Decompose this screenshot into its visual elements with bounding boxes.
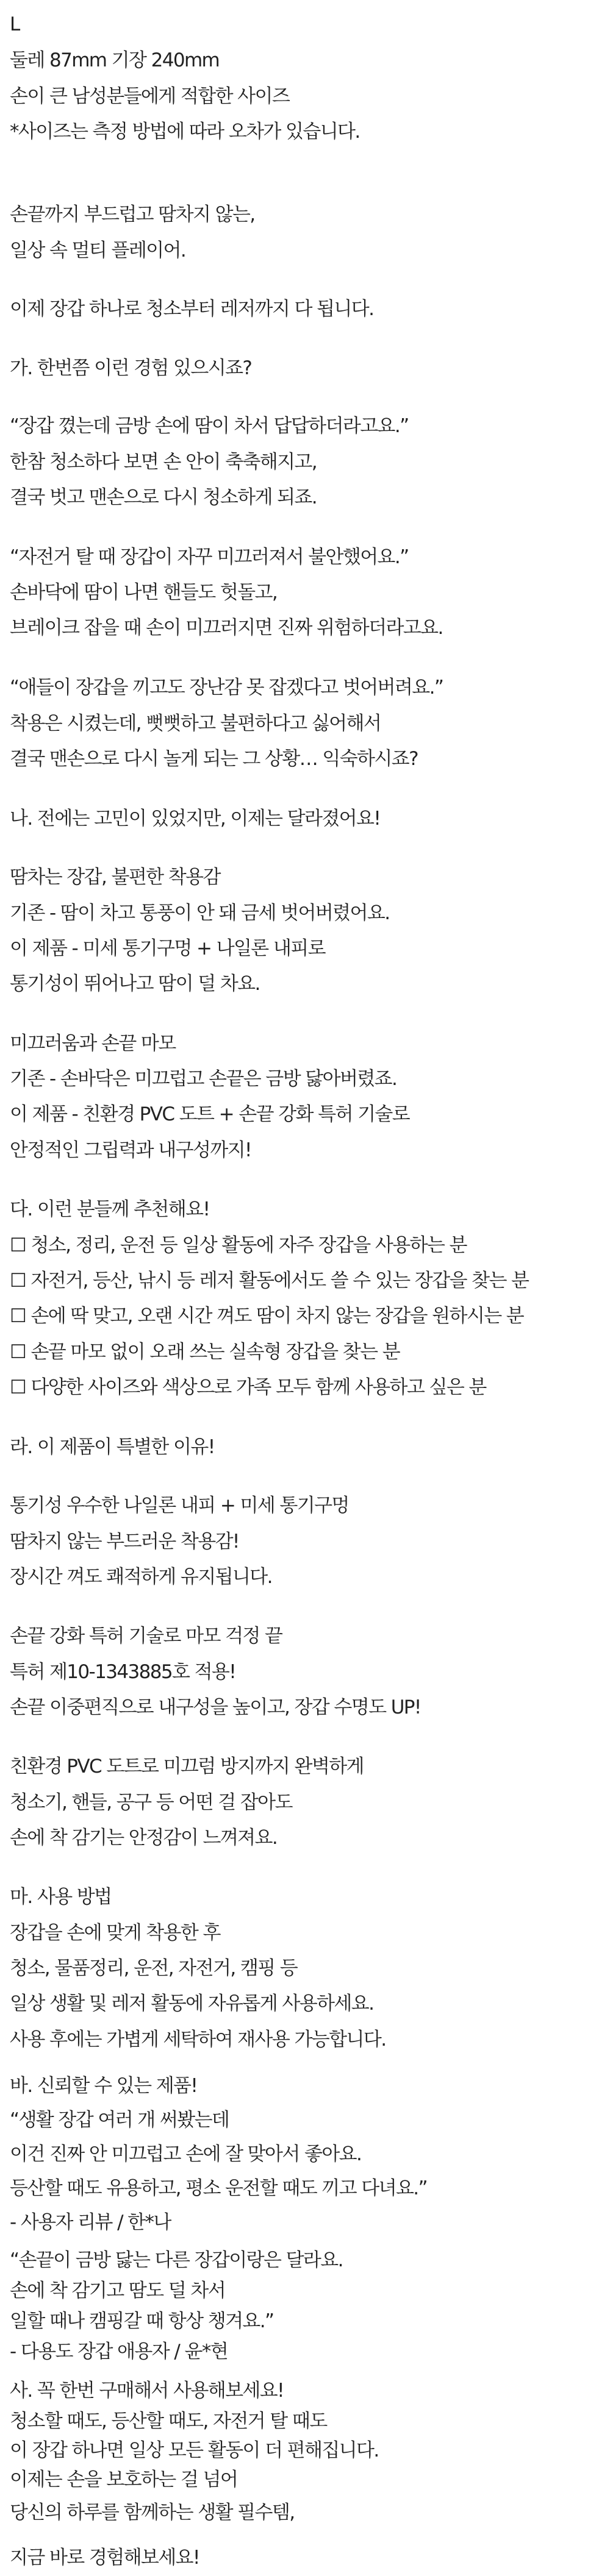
call-to-action: 지금 바로 경험해보세요!: [10, 2547, 199, 2569]
size-note: *사이즈는 측정 방법에 따라 오차가 있습니다.: [10, 121, 360, 143]
review-quote-line: 등산할 때도 유용하고, 평소 운전할 때도 끼고 다녀요.”: [10, 2177, 428, 2199]
closing-text-line: 당신의 하루를 함께하는 생활 필수템,: [10, 2502, 295, 2524]
review-author: - 다용도 장갑 애용자 / 윤*현: [10, 2341, 228, 2363]
experience-text-line: 결국 맨손으로 다시 놀게 되는 그 상황… 익숙하시죠?: [10, 748, 418, 770]
review-author: - 사용자 리뷰 / 한*나: [10, 2211, 171, 2233]
recommend-list-item: ☐ 청소, 정리, 운전 등 일상 활동에 자주 장갑을 사용하는 분: [10, 1234, 467, 1256]
review-quote-line: 일할 때나 캠핑갈 때 항상 챙겨요.”: [10, 2310, 274, 2332]
problem-after-detail: 통기성이 뛰어나고 땀이 덜 차요.: [10, 973, 260, 995]
experience-quote-1: “장갑 꼈는데 금방 손에 땀이 차서 답답하더라고요.”: [10, 415, 409, 437]
recommend-list-item: ☐ 손끝 마모 없이 오래 쓰는 실속형 장갑을 찾는 분: [10, 1341, 400, 1363]
feature-patent-number: 특허 제10-1343885호 적용!: [10, 1661, 236, 1683]
experience-text-line: 착용은 시켰는데, 뻣뻣하고 불편하다고 싫어해서: [10, 713, 381, 735]
usage-text-line: 일상 생활 및 레저 활동에 자유롭게 사용하세요.: [10, 1993, 374, 2015]
closing-text-line: 청소할 때도, 등산할 때도, 자전거 탈 때도: [10, 2410, 327, 2432]
problem-after: 이 제품 - 미세 통기구멍 + 나일론 내피로: [10, 938, 325, 959]
review-quote-line: “생활 장갑 여러 개 써봤는데: [10, 2109, 229, 2131]
feature-fingertip-title: 손끝 강화 특허 기술로 마모 걱정 끝: [10, 1625, 282, 1647]
section-ba-heading: 바. 신뢰할 수 있는 제품!: [10, 2075, 198, 2097]
size-dimensions: 둘레 87mm 기장 240mm: [10, 49, 220, 71]
review-quote-line: 이건 진짜 안 미끄럽고 손에 잘 맞아서 좋아요.: [10, 2143, 362, 2165]
size-recommendation: 손이 큰 남성분들에게 적합한 사이즈: [10, 85, 290, 107]
intro-headline-line-2: 일상 속 멀티 플레이어.: [10, 240, 186, 262]
feature-text-line: 땀차지 않는 부드러운 착용감!: [10, 1531, 239, 1553]
recommend-list-item: ☐ 다양한 사이즈와 색상으로 가족 모두 함께 사용하고 싶은 분: [10, 1376, 486, 1398]
problem-title-grip: 미끄러움과 손끝 마모: [10, 1033, 176, 1055]
feature-text-line: 장시간 껴도 쾌적하게 유지됩니다.: [10, 1566, 272, 1588]
section-ra-heading: 라. 이 제품이 특별한 이유!: [10, 1436, 215, 1458]
experience-quote-2: “자전거 탈 때 장갑이 자꾸 미끄러져서 불안했어요.”: [10, 546, 409, 568]
experience-text-line: 손바닥에 땀이 나면 핸들도 헛돌고,: [10, 582, 278, 603]
experience-text-line: 한참 청소하다 보면 손 안이 축축해지고,: [10, 451, 317, 473]
section-da-heading: 다. 이런 분들께 추천해요!: [10, 1198, 210, 1220]
problem-after-detail: 안정적인 그립력과 내구성까지!: [10, 1139, 251, 1161]
size-label: L: [10, 13, 20, 35]
review-quote-line: 손에 착 감기고 땀도 덜 차서: [10, 2280, 226, 2302]
closing-text-line: 이제는 손을 보호하는 걸 넘어: [10, 2469, 238, 2491]
feature-text-line: 청소기, 핸들, 공구 등 어떤 걸 잡아도: [10, 1791, 292, 1813]
experience-quote-3: “애들이 장갑을 끼고도 장난감 못 잡겠다고 벗어버려요.”: [10, 677, 443, 699]
usage-text-line: 사용 후에는 가볍게 세탁하여 재사용 가능합니다.: [10, 2029, 386, 2051]
problem-title-sweat: 땀차는 장갑, 불편한 착용감: [10, 866, 220, 888]
closing-text-line: 이 장갑 하나면 일상 모든 활동이 더 편해집니다.: [10, 2439, 379, 2461]
problem-before: 기존 - 손바닥은 미끄럽고 손끝은 금방 닳아버렸죠.: [10, 1068, 397, 1090]
experience-text-line: 결국 벗고 맨손으로 다시 청소하게 되죠.: [10, 486, 317, 508]
feature-ventilation-title: 통기성 우수한 나일론 내피 + 미세 통기구멍: [10, 1495, 349, 1517]
usage-text-line: 청소, 물품정리, 운전, 자전거, 캠핑 등: [10, 1957, 298, 1979]
feature-pvc-title: 친환경 PVC 도트로 미끄럼 방지까지 완벽하게: [10, 1756, 364, 1777]
recommend-list-item: ☐ 손에 딱 맞고, 오랜 시간 껴도 땀이 차지 않는 장갑을 원하시는 분: [10, 1305, 524, 1327]
problem-before: 기존 - 땀이 차고 통풍이 안 돼 금세 벗어버렸어요.: [10, 902, 390, 924]
experience-text-line: 브레이크 잡을 때 손이 미끄러지면 진짜 위험하더라고요.: [10, 617, 443, 639]
section-sa-heading: 사. 꼭 한번 구매해서 사용해보세요!: [10, 2380, 284, 2402]
feature-text-line: 손끝 이중편직으로 내구성을 높이고, 장갑 수명도 UP!: [10, 1696, 421, 1718]
review-quote-line: “손끝이 금방 닳는 다른 장갑이랑은 달라요.: [10, 2249, 343, 2271]
section-ma-heading: 마. 사용 방법: [10, 1886, 112, 1908]
intro-headline-line-1: 손끝까지 부드럽고 땀차지 않는,: [10, 204, 255, 226]
feature-text-line: 손에 착 감기는 안정감이 느껴져요.: [10, 1827, 278, 1849]
problem-after: 이 제품 - 친환경 PVC 도트 + 손끝 강화 특허 기술로: [10, 1103, 410, 1125]
recommend-list-item: ☐ 자전거, 등산, 낚시 등 레저 활동에서도 쓸 수 있는 장갑을 찾는 분: [10, 1270, 529, 1292]
section-ga-heading: 가. 한번쯤 이런 경험 있으시죠?: [10, 357, 252, 379]
usage-text-line: 장갑을 손에 맞게 착용한 후: [10, 1922, 220, 1944]
section-na-heading: 나. 전에는 고민이 있었지만, 이제는 달라졌어요!: [10, 808, 381, 830]
intro-statement: 이제 장갑 하나로 청소부터 레저까지 다 됩니다.: [10, 298, 374, 320]
